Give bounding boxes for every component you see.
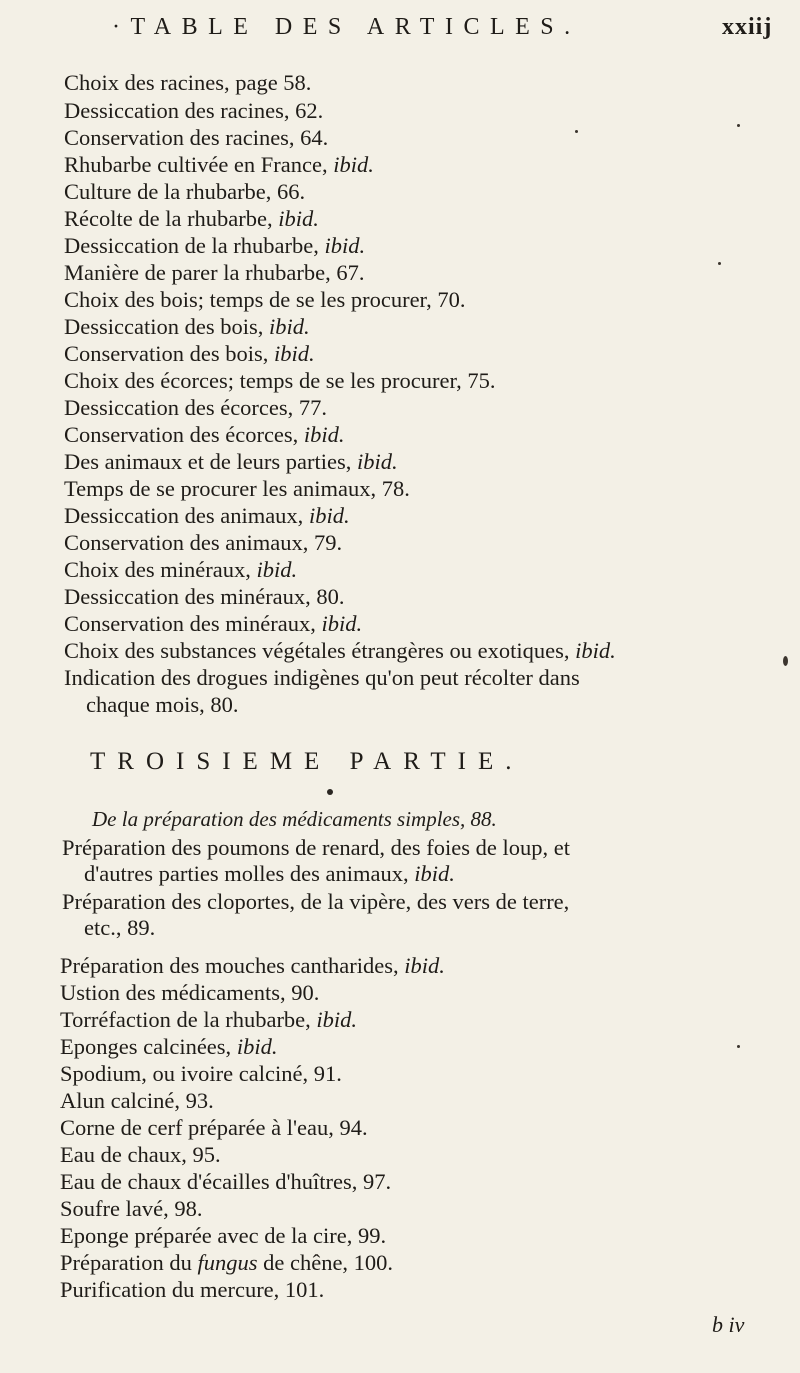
toc-entry: Rhubarbe cultivée en France, ibid. (64, 152, 374, 177)
ornament-dot (327, 789, 333, 795)
toc-entry: Dessiccation de la rhubarbe, ibid. (64, 233, 366, 258)
toc-entry: Dessiccation des écorces, 77. (64, 395, 328, 420)
running-head (0, 8, 800, 48)
toc-entry: Eponge préparée avec de la cire, 99. (60, 1223, 387, 1248)
toc-entry: Choix des écorces; temps de se les procurer, 75. (64, 368, 496, 393)
toc-entry-continued: chaque mois, 80. (86, 692, 239, 717)
toc-entry: Conservation des animaux, 79. (64, 530, 343, 555)
toc-entry: Conservation des racines, 64. (64, 125, 329, 150)
toc-entry: Temps de se procurer les animaux, 78. (64, 476, 410, 501)
toc-entry: Dessiccation des animaux, ibid. (64, 503, 350, 528)
toc-entry: Eau de chaux d'écailles d'huîtres, 97. (60, 1169, 392, 1194)
toc-entry: Conservation des écorces, ibid. (64, 422, 345, 447)
toc-entry: Des animaux et de leurs parties, ibid. (64, 449, 398, 474)
part-heading: TROISIEME PARTIE. (90, 748, 524, 775)
toc-entry: Préparation du fungus de chêne, 100. (60, 1250, 394, 1275)
ink-speck (737, 124, 740, 127)
toc-entry: Ustion des médicaments, 90. (60, 980, 320, 1005)
signature-mark: b iv (712, 1312, 745, 1337)
toc-entry-continued: d'autres parties molles des animaux, ibid. (84, 861, 455, 886)
toc-entry: Corne de cerf préparée à l'eau, 94. (60, 1115, 368, 1140)
toc-entry: Dessiccation des bois, ibid. (64, 314, 310, 339)
ink-speck (783, 656, 788, 666)
ink-speck (718, 262, 721, 265)
toc-entry: Choix des bois; temps de se les procurer, 70. (64, 287, 466, 312)
toc-entry: Préparation des poumons de renard, des foies de loup, et (62, 835, 570, 860)
toc-entry: Manière de parer la rhubarbe, 67. (64, 260, 365, 285)
toc-entry: Eponges calcinées, ibid. (60, 1034, 278, 1059)
toc-entry: Dessiccation des minéraux, 80. (64, 584, 345, 609)
toc-entry-continued: etc., 89. (84, 915, 156, 940)
page-number: xxiij (722, 14, 773, 40)
toc-entry: Dessiccation des racines, 62. (64, 98, 324, 123)
section-intro: De la préparation des médicaments simples, 88. (92, 807, 497, 831)
toc-entry: Choix des minéraux, ibid. (64, 557, 298, 582)
toc-entry: Spodium, ou ivoire calciné, 91. (60, 1061, 342, 1086)
toc-entry: Conservation des bois, ibid. (64, 341, 315, 366)
toc-entry: Conservation des minéraux, ibid. (64, 611, 363, 636)
toc-entry: Choix des racines, page 58. (64, 70, 312, 95)
toc-entry: Préparation des mouches cantharides, ibid. (60, 953, 445, 978)
ink-speck (737, 1045, 740, 1048)
toc-entry: Soufre lavé, 98. (60, 1196, 203, 1221)
toc-entry: Alun calciné, 93. (60, 1088, 214, 1113)
ink-speck (575, 130, 578, 133)
toc-entry: Purification du mercure, 101. (60, 1277, 325, 1302)
toc-entry: Culture de la rhubarbe, 66. (64, 179, 306, 204)
toc-entry: Choix des substances végétales étrangères ou exotiques, ibid. (64, 638, 616, 663)
toc-entry: Préparation des cloportes, de la vipère, des vers de terre, (62, 889, 570, 914)
toc-entry: Torréfaction de la rhubarbe, ibid. (60, 1007, 358, 1032)
toc-entry: Indication des drogues indigènes qu'on peut récolter dans (64, 665, 580, 690)
toc-entry: Récolte de la rhubarbe, ibid. (64, 206, 319, 231)
running-title: ·TABLE DES ARTICLES. (112, 14, 581, 40)
toc-entry: Eau de chaux, 95. (60, 1142, 221, 1167)
